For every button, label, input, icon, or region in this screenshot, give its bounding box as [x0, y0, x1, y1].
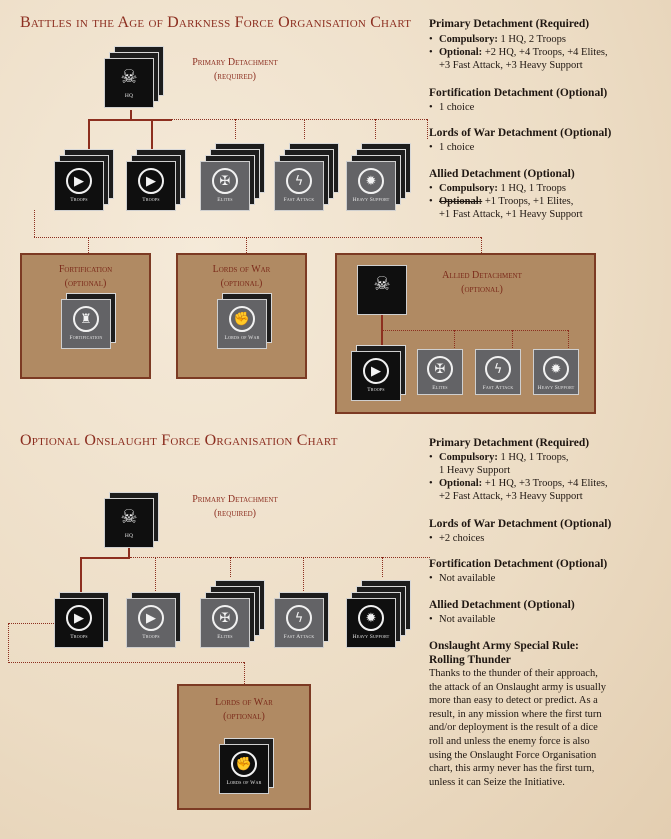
lords-of-war-slot: ✊ Lords of War	[217, 299, 267, 349]
heavy-support-flame-icon: ✹	[358, 605, 384, 631]
allied-detachment-box: Allied Detachment (optional) ☠ ▶ Troops ✠ Elites ϟ Fast Attack ✹ Heavy Support	[335, 253, 596, 414]
elites-cross-icon: ✠	[212, 605, 238, 631]
chart1-troops-slot-2: ▶ Troops	[126, 161, 176, 211]
chart2-fast-attack-slot: ϟ Fast Attack	[274, 598, 324, 648]
chart2-troops-slot-2: ▶ Troops	[126, 598, 176, 648]
skull-icon: ☠	[120, 505, 138, 528]
allied-troops-slot: ▶ Troops	[351, 351, 401, 401]
chart1-title: Battles in the Age of Darkness Force Organisation Chart	[20, 14, 412, 31]
fast-attack-bolt-icon: ϟ	[485, 356, 511, 382]
allied-heavy-support-slot: ✹ Heavy Support	[533, 349, 579, 395]
troops-arrow-icon: ▶	[138, 168, 164, 194]
rules1-lords-head: Lords of War Detachment (Optional)	[429, 127, 612, 139]
fortification-box: Fortification (optional) ♜ Fortification	[20, 253, 151, 379]
chart1-fast-attack-slot: ϟ Fast Attack	[274, 161, 324, 211]
rules2-special-text: Thanks to the thunder of their approach, the attack of an Onslaught army is usually more than easy to detect or predict. As a result, in any mission where the first turn and/or deployment is the result of a dice roll and unless the enemy force is also using the Onslaught Force Organisation chart, this army never has the first turn, unless it can Seize the Initiative.	[429, 668, 606, 788]
rules2-allied-head: Allied Detachment (Optional)	[429, 599, 575, 611]
heavy-support-flame-icon: ✹	[543, 356, 569, 382]
allied-fast-attack-slot: ϟ Fast Attack	[475, 349, 521, 395]
chart1-troops-slot-1: ▶ Troops	[54, 161, 104, 211]
heavy-support-flame-icon: ✹	[358, 168, 384, 194]
fast-attack-bolt-icon: ϟ	[286, 168, 312, 194]
chart1-elites-slot: ✠ Elites	[200, 161, 250, 211]
rules1-fort-head: Fortification Detachment (Optional)	[429, 87, 608, 99]
chart2-primary-label: Primary Detachment (required)	[192, 494, 278, 519]
troops-arrow-icon: ▶	[66, 605, 92, 631]
chart2-lords-of-war-slot: ✊ Lords of War	[219, 744, 269, 794]
fortification-tower-icon: ♜	[73, 306, 99, 332]
allied-hq-slot	[357, 265, 407, 315]
rules2-lords-head: Lords of War Detachment (Optional)	[429, 518, 612, 530]
elites-cross-icon: ✠	[212, 168, 238, 194]
fast-attack-bolt-icon: ϟ	[286, 605, 312, 631]
chart1-primary-label: Primary Detachment (required)	[192, 57, 278, 82]
troops-arrow-icon: ▶	[363, 358, 389, 384]
skull-icon: ☠	[373, 272, 391, 295]
rules2-primary-list: • Compulsory: 1 HQ, 1 Troops, 1 Heavy Support • Optional: +1 HQ, +3 Troops, +4 Elites, +2 Fast Attack, +3 Heavy Support	[429, 451, 629, 503]
chart1-heavy-support-slot: ✹ Heavy Support	[346, 161, 396, 211]
lords-of-war-fist-icon: ✊	[231, 751, 257, 777]
skull-icon: ☠	[120, 65, 138, 88]
chart2-hq-slot: ☠ HQ	[104, 498, 154, 548]
rules1-allied-head: Allied Detachment (Optional)	[429, 168, 575, 180]
troops-arrow-icon: ▶	[138, 605, 164, 631]
rules2-special-head-2: Rolling Thunder	[429, 654, 511, 666]
chart2-troops-slot-1: ▶ Troops	[54, 598, 104, 648]
elites-cross-icon: ✠	[427, 356, 453, 382]
lords-of-war-fist-icon: ✊	[229, 306, 255, 332]
rules1-primary-list: • Compulsory: 1 HQ, 2 Troops • Optional: +2 HQ, +4 Troops, +4 Elites, +3 Fast Attack, +3 Heavy Support	[429, 33, 629, 72]
fortification-slot: ♜ Fortification	[61, 299, 111, 349]
lords-of-war-box: Lords of War (optional) ✊ Lords of War	[176, 253, 307, 379]
rules2-special-head-1: Onslaught Army Special Rule:	[429, 640, 579, 652]
chart2-heavy-support-slot: ✹ Heavy Support	[346, 598, 396, 648]
rules1-primary-head: Primary Detachment (Required)	[429, 18, 590, 30]
chart2-elites-slot: ✠ Elites	[200, 598, 250, 648]
allied-elites-slot: ✠ Elites	[417, 349, 463, 395]
rules2-primary-head: Primary Detachment (Required)	[429, 437, 590, 449]
chart2-lords-of-war-box: Lords of War (optional) ✊ Lords of War	[177, 684, 311, 810]
chart2-title: Optional Onslaught Force Organisation Chart	[20, 432, 338, 449]
chart1-hq-slot: ☠ HQ	[104, 58, 154, 108]
rules2-fort-head: Fortification Detachment (Optional)	[429, 558, 608, 570]
troops-arrow-icon: ▶	[66, 168, 92, 194]
